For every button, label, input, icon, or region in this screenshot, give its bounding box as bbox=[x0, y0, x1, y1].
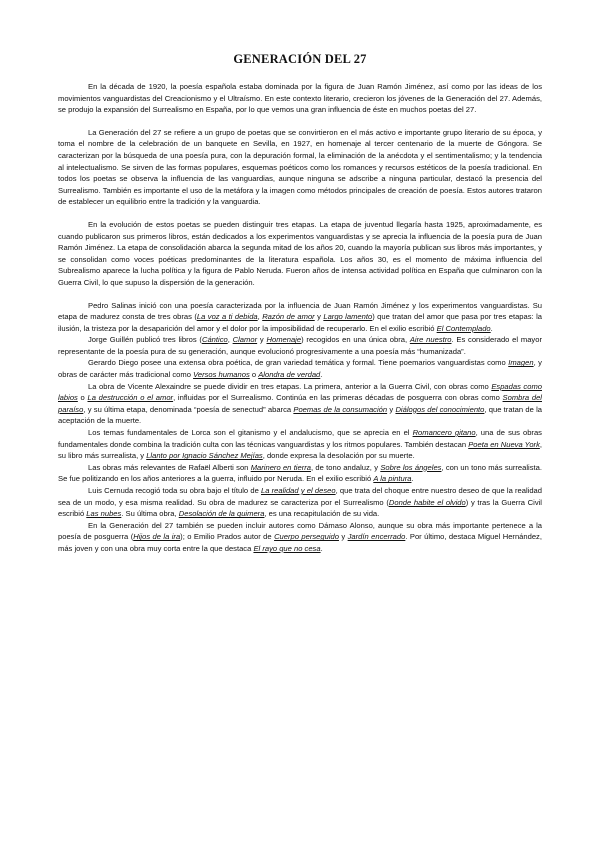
paragraph-text: , de tono andaluz, y bbox=[311, 462, 381, 472]
paragraph-4 bbox=[58, 300, 542, 335]
paragraph-8 bbox=[58, 427, 542, 462]
paragraph-7 bbox=[58, 381, 542, 427]
paragraph-text: . Es considerado el mayor representante de la poesía pura de su generación, aunque evolucionó progresivamente a una poesía más “humanizada”. bbox=[58, 335, 542, 356]
paragraph-text: La obra de Vicente Alexaindre se puede dividir en tres etapas. La primera, anterior a la Guerra Civil, con obras como bbox=[88, 381, 492, 391]
work-title: Poeta en Nueva York bbox=[468, 439, 540, 449]
paragraph-text: , bbox=[227, 335, 233, 345]
paragraph-10 bbox=[58, 485, 542, 520]
paragraph-text: , y obras de carácter más tradicional como bbox=[58, 358, 542, 380]
paragraph-text: , con un tono más surrealista. Se fue politizando en los años anteriores a la guerra, influido por Neruda. En el exilio escribió bbox=[58, 462, 542, 484]
paragraph-text: , influidas por el Surrealismo. Continúa en las primeras décadas de posguerra con obras como bbox=[173, 393, 503, 403]
work-title: Cántico bbox=[201, 335, 228, 345]
paragraph-text: . Por último, destaca Miguel Hernández, más joven y con una obra muy corta entre la que destaca bbox=[58, 532, 542, 553]
work-title: Largo lamento bbox=[323, 312, 373, 322]
paragraph-text: , que tratan de la aceptación de la muerte. bbox=[58, 404, 542, 426]
paragraph-9 bbox=[58, 462, 542, 485]
work-title: Cuerpo perseguido bbox=[274, 532, 339, 542]
paragraph-text: Luis Cernuda recogió toda su obra bajo el título de bbox=[88, 486, 261, 495]
paragraph-text: Las obras más relevantes de Rafaël Alberti son bbox=[88, 462, 251, 472]
work-title: El rayo que no cesa bbox=[253, 543, 321, 553]
work-title: Desolación de la quimera bbox=[178, 509, 265, 519]
work-title: Jardín encerrado bbox=[347, 532, 406, 542]
work-title: Aire nuestro bbox=[409, 335, 452, 345]
work-title: La destrucción o el amor bbox=[87, 393, 174, 403]
work-title: A la pintura bbox=[373, 474, 412, 484]
paragraph-text: , su libro más surrealista, y bbox=[58, 439, 543, 461]
work-title: Clamor bbox=[232, 335, 258, 345]
work-title: Espadas como labios bbox=[58, 381, 542, 403]
document-body bbox=[58, 81, 542, 555]
paragraph-text: . bbox=[320, 370, 323, 380]
paragraph-text: , una de sus obras fundamentales donde combina la tradición culta con las técnicas vanguardistas y los ritmos populares. También destacan bbox=[58, 428, 542, 449]
paragraph-text: , bbox=[257, 312, 263, 322]
paragraph-6 bbox=[58, 357, 542, 380]
paragraph-1 bbox=[58, 81, 542, 116]
paragraph-text: o bbox=[77, 393, 88, 403]
paragraph-text: Pedro Salinas inició con una poesía caracterizada por la influencia de Juan Ramón Jiménez y los experimentos vanguardistas. Su etapa de madurez consta de tres obras ( bbox=[58, 300, 542, 322]
paragraph-text: ) y tras la Guerra Civil escribió bbox=[58, 497, 542, 519]
work-title: La realidad y el deseo bbox=[260, 486, 336, 495]
paragraph-2 bbox=[58, 127, 542, 208]
work-title: Poemas de la consumación bbox=[293, 404, 388, 414]
work-title: La voz a ti debida bbox=[196, 312, 258, 322]
paragraph-11 bbox=[58, 520, 542, 555]
paragraph-text: o bbox=[249, 370, 259, 380]
work-title: Llanto por Ignacio Sánchez Mejías bbox=[146, 451, 263, 461]
paragraph-text: y bbox=[387, 404, 396, 414]
paragraph-text: , y su última etapa, denominada “poesía de senectud” abarca bbox=[83, 404, 294, 414]
work-title: Alondra de verdad bbox=[258, 370, 321, 380]
work-title: Romancero gitano bbox=[412, 428, 476, 438]
paragraph-text: Gerardo Diego posee una extensa obra poética, de gran variedad temática y formal. Tiene poemarios vanguardistas como bbox=[88, 358, 509, 368]
work-title: Versos humanos bbox=[193, 370, 250, 380]
paragraph-text: , que trata del choque entre nuestro deseo de que la realidad sea de un modo, y esa misma realidad. Su obra de madurez se caracteriza por el Surrealismo ( bbox=[58, 486, 543, 507]
work-title: Imagen bbox=[508, 358, 534, 368]
paragraph-text: y bbox=[257, 335, 267, 345]
paragraph-text: Los temas fundamentales de Lorca son el gitanismo y el andalucismo, que se aprecia en el bbox=[88, 428, 413, 438]
paragraph-text: En la década de 1920, la poesía española estaba dominada por la figura de Juan Ramón Jiménez, así como por las ideas de los movimientos vanguardistas del Creacionismo y el Ultraísmo. En este contexto literario, crecieron los jóvenes de la Generación del 27. Además, se produjo la expansión del Surrealismo en España, por lo que vemos una gran influencia de éste en muchos poetas del 27. bbox=[58, 82, 542, 115]
page-title: GENERACIÓN DEL 27 bbox=[233, 52, 367, 66]
paragraph-text: . Su última obra, bbox=[121, 509, 179, 519]
work-title: Donde habite el olvido bbox=[388, 497, 466, 507]
work-title: Sobre los ángeles bbox=[380, 462, 442, 472]
work-title: Homenaje bbox=[266, 335, 302, 345]
paragraph-text: ) recogidos en una única obra, bbox=[301, 335, 410, 345]
paragraph-text: En la Generación del 27 también se pueden incluir autores como Dámaso Alonso, aunque su obra más importante pertenece a la poesía de posguerra ( bbox=[58, 520, 542, 542]
paragraph-text: . bbox=[320, 543, 323, 553]
paragraph-3 bbox=[58, 219, 542, 289]
paragraph-text: y bbox=[338, 532, 348, 542]
work-title: Marinero en tierra bbox=[250, 462, 311, 472]
paragraph-text: Jorge Guillén publicó tres libros ( bbox=[88, 335, 202, 345]
paragraph-text: y bbox=[314, 312, 324, 322]
work-title: Hijos de la ira bbox=[133, 532, 181, 542]
work-title: El Contemplado bbox=[436, 323, 491, 333]
paragraph-text: La Generación del 27 se refiere a un grupo de poetas que se convirtieron en el más activo e importante grupo literario de su época, y toma el nombre de la celebración de un banquete en Sevilla, en 1927, en homenaje al tercer centenario de la muerte de Góngora. Se caracterizan por la búsqueda de una poesía pura, con la depuración formal, la eliminación de la anécdota y el sentimentalismo; y la tendencia al intelectualismo. Se sirven de las formas populares, esquemas poéticos como los romances y recursos estéticos de la poesía tradicional. En todos los poetas se observa la influencia de las vanguardias, aunque ninguna se adscribe a ninguna particular, destacó la presencia del Surrealismo. También es importante el uso de la metáfora y la imagen como métodos principales de creación de poesía. Estos autores trataron de establecer un equilibrio entre la tradición y la vanguardia. bbox=[58, 127, 542, 207]
paragraph-text: ) que tratan del amor que pasa por tres etapas: la ilusión, la tristeza por la desaparición del amor y el dolor por la imposibilidad de recuperarlo. En el exilio escribió bbox=[58, 312, 542, 333]
paragraph-text: , donde expresa la desolación por su muerte. bbox=[262, 451, 415, 461]
paragraph-text: . bbox=[411, 474, 414, 484]
work-title: Sombra del paraíso bbox=[58, 393, 542, 414]
paragraph-text: ); o Emilio Prados autor de bbox=[180, 532, 275, 542]
work-title: Razón de amor bbox=[262, 312, 315, 322]
paragraph-text: , es una recapitulación de su vida. bbox=[264, 509, 380, 519]
paragraph-text: En la evolución de estos poetas se pueden distinguir tres etapas. La etapa de juventud llegaría hasta 1925, aproximadamente, es cuando publicaron sus primeros libros, están dedicados a los experimentos vanguardistas y se aprecia la influencia de la poesía pura de Juan Ramón Jiménez. La etapa de consolidación abarca la segunda mitad de los años 20, cuando la mayoría publican sus libros más importantes, y se consolidan como voces poéticas predominantes de la literatura española. Los años 30, es el momento de máxima influencia del Subrealismo aparece la lucha política y la figura de Pablo Neruda. Fueron años de intensa actividad política en España que culminaron con la Guerra Civil, lo que supuso la dispersión de la generación. bbox=[58, 219, 542, 287]
paragraph-5 bbox=[58, 334, 542, 357]
work-title: Diálogos del conocimiento bbox=[395, 404, 485, 414]
paragraph-text: . bbox=[490, 323, 493, 333]
work-title: Las nubes bbox=[86, 509, 122, 519]
